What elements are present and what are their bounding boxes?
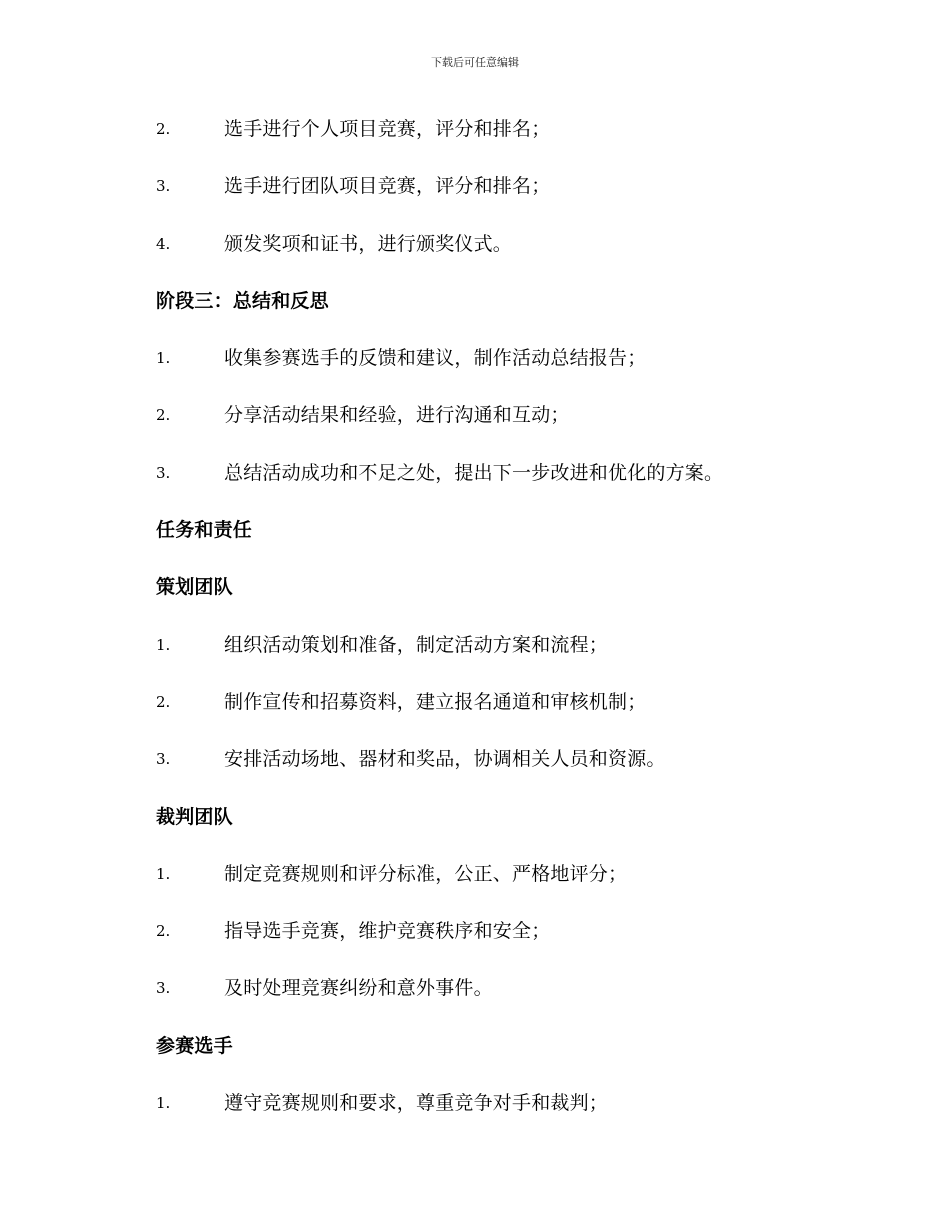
item-number: 1. bbox=[156, 864, 171, 883]
item-number: 3. bbox=[156, 463, 171, 482]
item-number: 1. bbox=[156, 1094, 171, 1113]
document-body bbox=[156, 112, 916, 1143]
subsection-heading: 裁判团队 bbox=[156, 805, 233, 828]
list-item bbox=[156, 1086, 916, 1143]
item-number: 4. bbox=[156, 234, 171, 253]
item-text: 及时处理竞赛纠纷和意外事件。 bbox=[224, 977, 493, 1000]
item-text: 遵守竞赛规则和要求，尊重竞争对手和裁判； bbox=[224, 1092, 609, 1115]
list-item bbox=[156, 914, 916, 971]
item-text: 选手进行团队项目竞赛，评分和排名； bbox=[224, 175, 551, 198]
subsection-heading: 策划团队 bbox=[156, 576, 233, 599]
list-item bbox=[156, 398, 916, 455]
list-item bbox=[156, 971, 916, 1028]
item-text: 总结活动成功和不足之处，提出下一步改进和优化的方案。 bbox=[224, 461, 724, 484]
item-text: 分享活动结果和经验，进行沟通和互动； bbox=[224, 404, 570, 427]
item-text: 安排活动场地、器材和奖品，协调相关人员和资源。 bbox=[224, 748, 666, 771]
subsection-heading: 参赛选手 bbox=[156, 1034, 233, 1057]
item-number: 3. bbox=[156, 750, 171, 769]
item-text: 制定竞赛规则和评分标准，公正、严格地评分； bbox=[224, 862, 628, 885]
section-heading: 阶段三：总结和反思 bbox=[156, 289, 329, 312]
header-note: 下载后可任意编辑 bbox=[431, 56, 519, 69]
list-item bbox=[156, 169, 916, 226]
item-text: 指导选手竞赛，维护竞赛秩序和安全； bbox=[224, 920, 551, 943]
item-number: 3. bbox=[156, 177, 171, 196]
item-number: 1. bbox=[156, 349, 171, 368]
item-text: 制作宣传和招募资料，建立报名通道和审核机制； bbox=[224, 690, 647, 713]
item-text: 组织活动策划和准备，制定活动方案和流程； bbox=[224, 633, 609, 656]
list-item bbox=[156, 685, 916, 742]
item-number: 2. bbox=[156, 406, 171, 425]
list-item bbox=[156, 857, 916, 914]
list-item bbox=[156, 628, 916, 685]
list-item bbox=[156, 227, 916, 284]
item-number: 2. bbox=[156, 922, 171, 941]
item-text: 颁发奖项和证书，进行颁奖仪式。 bbox=[224, 232, 513, 255]
item-number: 3. bbox=[156, 979, 171, 998]
list-item bbox=[156, 112, 916, 169]
item-number: 1. bbox=[156, 635, 171, 654]
item-text: 选手进行个人项目竞赛，评分和排名； bbox=[224, 118, 551, 140]
list-item bbox=[156, 341, 916, 398]
item-text: 收集参赛选手的反馈和建议，制作活动总结报告； bbox=[224, 347, 647, 370]
list-item bbox=[156, 742, 916, 799]
item-number: 2. bbox=[156, 120, 171, 138]
list-item bbox=[156, 456, 916, 513]
item-number: 2. bbox=[156, 692, 171, 711]
section-heading: 任务和责任 bbox=[156, 519, 253, 542]
